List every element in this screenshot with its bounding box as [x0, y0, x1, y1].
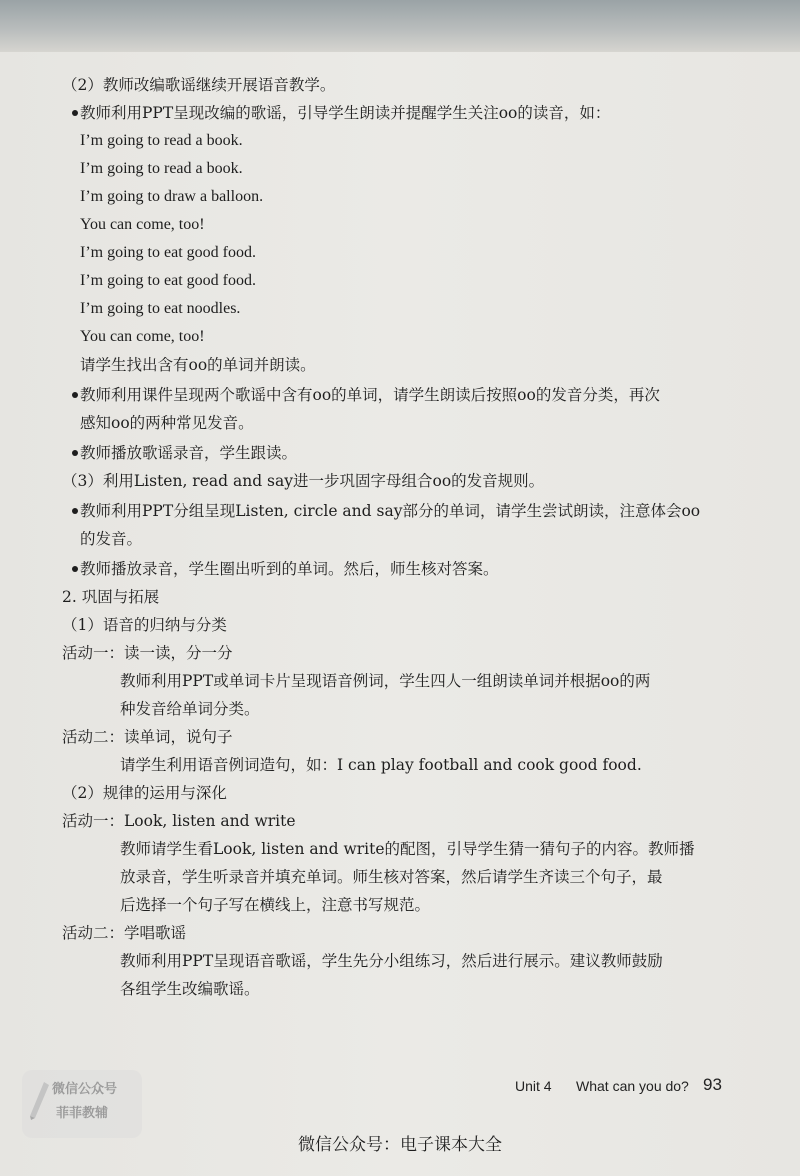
- activity-text: 教师利用PPT或单词卡片呈现语音例词，学生四人一组朗读单词并根据oo的两: [120, 672, 651, 690]
- subsection-heading: （1）语音的归纳与分类: [62, 616, 227, 634]
- subsection-heading: （2）教师改编歌谣继续开展语音教学。: [62, 76, 336, 94]
- activity-text: 各组学生改编歌谣。: [120, 980, 260, 998]
- top-photo-edge: [0, 0, 800, 52]
- activity-heading: 活动二：学唱歌谣: [62, 924, 187, 942]
- chant-line: I’m going to read a book.: [80, 160, 243, 177]
- bullet-continuation: 的发音。: [80, 530, 143, 548]
- bullet-continuation: 感知oo的两种常见发音。: [80, 414, 254, 432]
- subsection-heading: （3）利用Listen, read and say进一步巩固字母组合oo的发音规则。: [62, 472, 545, 490]
- pen-icon: [26, 1076, 52, 1120]
- watermark-badge: [22, 1070, 142, 1138]
- bullet-paragraph: 教师播放歌谣录音，学生跟读。: [80, 444, 298, 462]
- chant-line: I’m going to draw a balloon.: [80, 188, 264, 205]
- chant-line: You can come, too!: [80, 216, 205, 233]
- chant-line: I’m going to eat noodles.: [80, 300, 241, 317]
- chant-line: You can come, too!: [80, 328, 205, 345]
- bullet-paragraph: 教师利用PPT呈现改编的歌谣，引导学生朗读并提醒学生关注oo的读音，如：: [80, 104, 611, 122]
- bullet-paragraph: 教师利用课件呈现两个歌谣中含有oo的单词，请学生朗读后按照oo的发音分类，再次: [80, 386, 660, 404]
- footer-unit: Unit 4: [515, 1078, 552, 1094]
- activity-text: 请学生利用语音例词造句，如：I can play football and cook good food.: [120, 756, 642, 774]
- activity-text: 放录音，学生听录音并填充单词。师生核对答案，然后请学生齐读三个句子，最: [120, 868, 663, 886]
- footer-unit-title: What can you do?: [576, 1078, 689, 1094]
- activity-text: 种发音给单词分类。: [120, 700, 260, 718]
- bottom-caption: 微信公众号：电子课本大全: [298, 1135, 502, 1155]
- subsection-heading: （2）规律的运用与深化: [62, 784, 227, 802]
- watermark-line-2: 菲菲教辅: [56, 1106, 109, 1121]
- instruction-text: 请学生找出含有oo的单词并朗读。: [80, 356, 316, 374]
- activity-text: 教师请学生看Look, listen and write的配图，引导学生猜一猜句子的内容。教师播: [120, 840, 695, 858]
- watermark-line-1: 微信公众号: [52, 1082, 118, 1097]
- activity-heading: 活动二：读单词，说句子: [62, 728, 233, 746]
- activity-text: 教师利用PPT呈现语音歌谣，学生先分小组练习，然后进行展示。建议教师鼓励: [120, 952, 663, 970]
- activity-text: 后选择一个句子写在横线上，注意书写规范。: [120, 896, 431, 914]
- bullet-paragraph: 教师播放录音，学生圈出听到的单词。然后，师生核对答案。: [80, 560, 499, 578]
- page-number: 93: [703, 1075, 722, 1094]
- chant-line: I’m going to read a book.: [80, 132, 243, 149]
- chant-line: I’m going to eat good food.: [80, 272, 256, 289]
- activity-heading: 活动一：读一读，分一分: [62, 644, 233, 662]
- bullet-paragraph: 教师利用PPT分组呈现Listen, circle and say部分的单词，请学生尝试朗读，注意体会oo: [80, 502, 701, 520]
- section-heading: 2. 巩固与拓展: [62, 588, 160, 606]
- activity-heading: 活动一：Look, listen and write: [62, 812, 296, 830]
- chant-line: I’m going to eat good food.: [80, 244, 256, 261]
